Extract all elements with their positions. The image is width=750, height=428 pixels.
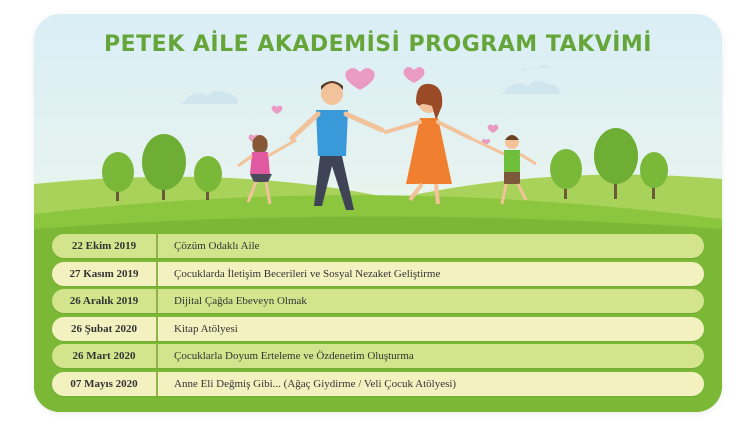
program-card bbox=[34, 14, 722, 412]
schedule-event: Kitap Atölyesi bbox=[174, 322, 238, 335]
schedule-row bbox=[52, 289, 704, 313]
mother-figure bbox=[386, 84, 470, 204]
schedule-date: 26 Şubat 2020 bbox=[52, 317, 158, 341]
schedule-event: Anne Eli Değmiş Gibi... (Ağaç Giydirme / Veli Çocuk Atölyesi) bbox=[174, 377, 457, 390]
schedule-event: Çocuklarda İletişim Becerileri ve Sosyal Nezaket Geliştirme bbox=[174, 267, 441, 280]
schedule-row bbox=[52, 317, 704, 341]
schedule-date: 22 Ekim 2019 bbox=[52, 234, 158, 258]
schedule-row bbox=[52, 344, 704, 368]
schedule-event: Dijital Çağda Ebeveyn Olmak bbox=[174, 295, 307, 307]
schedule-date: 07 Mayıs 2020 bbox=[52, 372, 158, 396]
schedule-list bbox=[52, 234, 704, 399]
schedule-event: Çözüm Odaklı Aile bbox=[174, 240, 260, 252]
page-title: PETEK AİLE AKADEMİSİ PROGRAM TAKVİMİ bbox=[104, 32, 652, 57]
schedule-date: 26 Mart 2020 bbox=[52, 344, 158, 368]
schedule-date: 27 Kasım 2019 bbox=[52, 262, 158, 286]
schedule-row bbox=[52, 234, 704, 258]
schedule-row bbox=[52, 262, 704, 286]
schedule-event: Çocuklarla Doyum Erteleme ve Özdenetim Oluşturma bbox=[174, 350, 414, 362]
schedule-date: 26 Aralık 2019 bbox=[52, 289, 158, 313]
schedule-row bbox=[52, 372, 704, 396]
